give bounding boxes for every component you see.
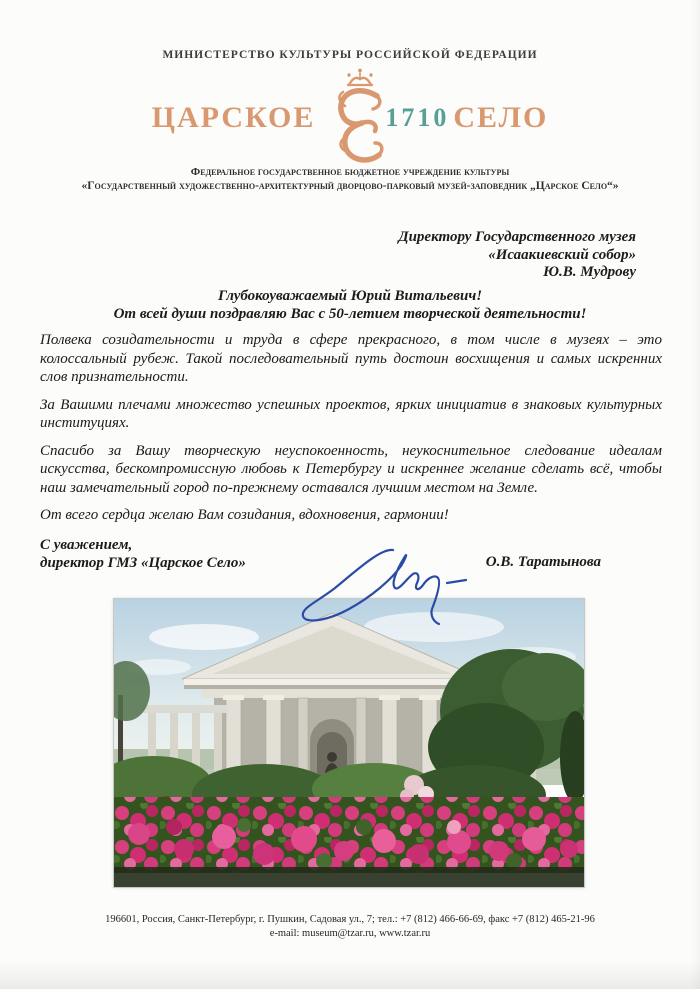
addressee-block	[398, 229, 636, 282]
addressee-line1: Директору Государственного музея	[398, 229, 636, 245]
ministry-header: МИНИСТЕРСТВО КУЛЬТУРЫ РОССИЙСКОЙ ФЕДЕРАЦИИ	[162, 49, 538, 61]
closing-position: директор ГМЗ «Царское Село»	[40, 555, 246, 571]
salutation-line2: От всей души поздравляю Вас с 50-летием творческой деятельности!	[113, 306, 587, 322]
institution-line2: «Государственный художественно-архитектурный дворцово-парковый музей-заповедник „Царское Село“»	[81, 180, 619, 192]
footer-contact	[0, 913, 700, 940]
footer-email-line: e-mail: museum@tzar.ru, www.tzar.ru	[269, 927, 431, 939]
closing-regards: С уважением,	[40, 537, 133, 553]
salutation-line1: Глубокоуважаемый Юрий Витальевич!	[217, 288, 483, 304]
letter-body	[40, 331, 662, 534]
addressee-line2: «Исаакиевский собор»	[488, 246, 636, 263]
addressee-line3: Ю.В. Мудрову	[543, 264, 636, 280]
salutation-block	[0, 287, 700, 323]
paragraph-4: От всего сердца желаю Вам созидания, вдохновения, гармонии!	[40, 507, 449, 523]
signer-name: О.В. Таратынова	[485, 554, 601, 570]
paragraph-1: Полвека созидательности и труда в сфере прекрасного, в том числе в музеях – это колоссальный рубеж. Такой последовательный путь достоин восхищения и самых искренних слов признательности.	[40, 332, 662, 385]
logo-word-left: ЦАРСКОЕ	[151, 101, 316, 134]
crowned-monogram-icon	[321, 66, 399, 166]
institution-line1: Федеральное государственное бюджетное учреждение культуры	[190, 166, 510, 178]
footer-address-line: 196601, Россия, Санкт-Петербург, г. Пушкин, Садовая ул., 7; тел.: +7 (812) 466-66-69, факс +7 (812) 465-21-96	[105, 914, 595, 925]
logo-year: 1710	[385, 103, 450, 132]
closing-block	[40, 536, 246, 572]
handwritten-signature	[295, 536, 490, 628]
paragraph-3: Спасибо за Вашу творческую неуспокоенность, неукоснительное следование идеалам искусства, бескомпромиссную любовь к Петербургу и искреннее желание сделать всё, чтобы наш замечательный город по-прежнему оставался лучшим местом на Земле.	[40, 442, 662, 496]
museum-logo	[0, 70, 700, 166]
logo-word-right: СЕЛО	[453, 101, 549, 134]
pavilion-photo	[113, 598, 585, 888]
paragraph-2: За Вашими плечами множество успешных проектов, ярких инициатив в знаковых культурных институциях.	[40, 396, 662, 431]
